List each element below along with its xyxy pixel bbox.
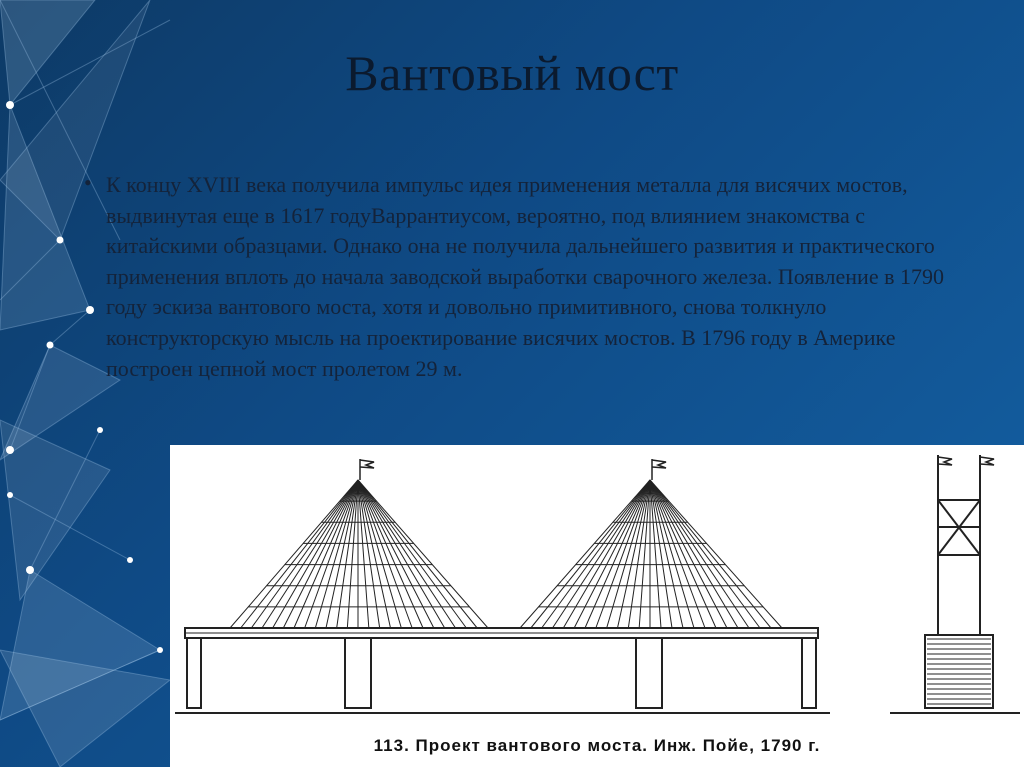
figure-caption: 113. Проект вантового моста. Инж. Пойе, 1790 г. bbox=[373, 736, 821, 755]
bullet-icon: • bbox=[84, 170, 92, 195]
slide-title: Вантовый мост bbox=[345, 45, 679, 101]
bullet-text: К концу XVIII века получила импульс идея применения металла для висячих мостов, выдвинутая еще в 1617 годуВаррантиусом, вероятно, под влиянием знакомства с китайскими образцами. Однако она не получила дальнейшего развития и практического применения вплоть до начала заводской выработки сварочного железа. Появление в 1790 году эскиза вантового моста, хотя и довольно примитивного, снова толкнуло конструкторскую мысль на проектирование висячих мостов. В 1796 году в Америке построен цепной мост пролетом 29 м. bbox=[106, 172, 944, 381]
bridge-illustration bbox=[170, 445, 1024, 767]
bridge-drawing bbox=[170, 445, 1024, 767]
